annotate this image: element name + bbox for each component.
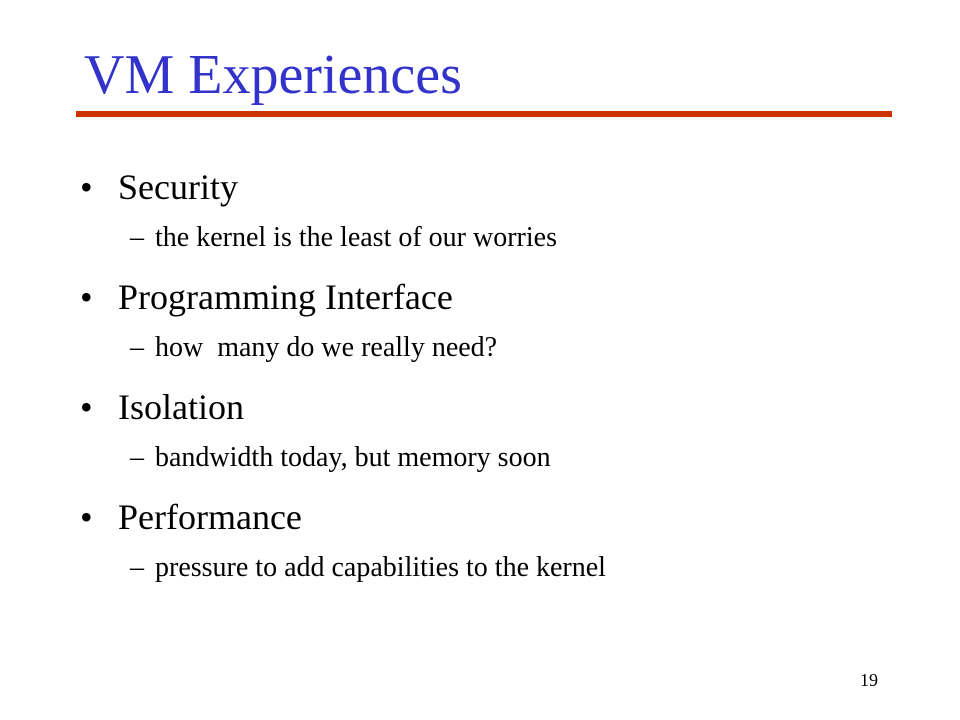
bullet-item-performance: [80, 493, 900, 603]
sub-bullet-text: the kernel is the least of our worries: [155, 222, 557, 253]
title-underline: [76, 111, 892, 117]
bullet-heading-text: Performance: [118, 497, 302, 537]
bullet-dot-icon: •: [80, 277, 93, 317]
sub-bullet: [80, 435, 900, 493]
page-number: 19: [860, 670, 878, 690]
slide-title: VM Experiences: [84, 44, 462, 106]
bullet-list: [80, 163, 900, 603]
sub-bullet: [80, 215, 900, 273]
sub-bullet-text: how many do we really need?: [155, 332, 498, 363]
sub-bullet-text: bandwidth today, but memory soon: [155, 442, 551, 473]
dash-icon: –: [130, 332, 144, 363]
bullet-dot-icon: •: [80, 387, 93, 427]
bullet-dot-icon: •: [80, 167, 93, 207]
bullet-heading: [80, 493, 900, 545]
bullet-item-isolation: [80, 383, 900, 493]
bullet-heading: [80, 383, 900, 435]
dash-icon: –: [130, 442, 144, 473]
bullet-heading: [80, 163, 900, 215]
bullet-heading-text: Security: [118, 167, 238, 207]
bullet-heading-text: Programming Interface: [118, 277, 453, 317]
dash-icon: –: [130, 222, 144, 253]
sub-bullet-text: pressure to add capabilities to the kernel: [155, 552, 606, 583]
dash-icon: –: [130, 552, 144, 583]
bullet-heading-text: Isolation: [118, 387, 244, 427]
bullet-item-security: [80, 163, 900, 273]
sub-bullet: [80, 325, 900, 383]
sub-bullet: [80, 545, 900, 603]
bullet-item-programming-interface: [80, 273, 900, 383]
bullet-heading: [80, 273, 900, 325]
bullet-dot-icon: •: [80, 497, 93, 537]
